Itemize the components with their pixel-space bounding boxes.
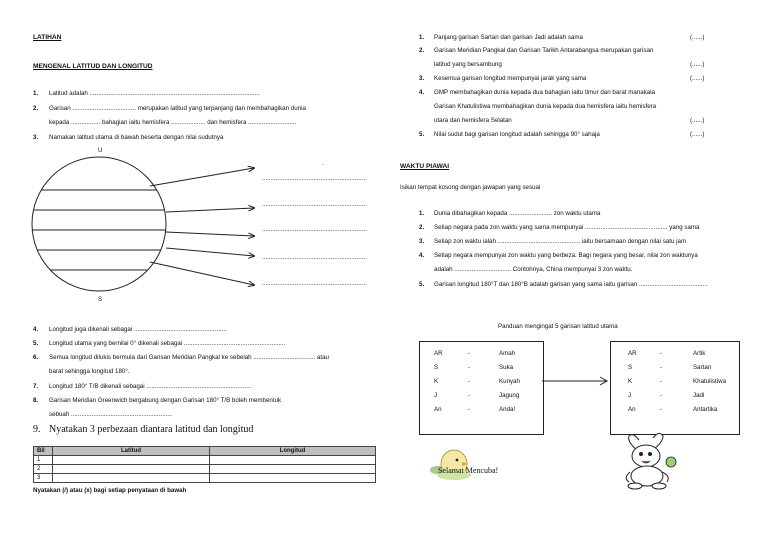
table-row <box>34 465 376 474</box>
question-number: 2. <box>33 105 39 112</box>
mnemonic-initial: AR <box>628 350 637 357</box>
encouragement-text: Selamat Mencuba! <box>438 466 499 475</box>
question-text: Longitud 180° T/B dikenali sebagai ............................................................. <box>49 383 252 390</box>
globe-south-label: S <box>98 296 103 303</box>
mnemonic-arrow <box>540 375 612 387</box>
pointer-arrow <box>166 208 254 212</box>
mnemonic-initial: S <box>434 364 439 371</box>
mnemonic-dash: - <box>468 406 471 413</box>
pointer-arrow <box>150 262 254 285</box>
mnemonic-dash: - <box>660 364 663 371</box>
difference-table <box>33 446 376 483</box>
globe-circle <box>32 157 166 291</box>
statement-text: Nilai sudut bagi garisan longitud adalah sehingga 90° sahaja <box>434 131 600 138</box>
answer-mark-slot[interactable]: (......) <box>690 34 705 41</box>
fill-in-instruction: Isikan tempat kosong dengan jawapan yang sesuai <box>400 184 541 191</box>
mnemonic-row <box>611 392 739 404</box>
pointer-arrow <box>166 248 254 256</box>
mnemonic-box-latitudes <box>610 341 740 435</box>
answer-blank[interactable]: ............................................................. <box>262 226 367 233</box>
mnemonic-word: Amah <box>499 350 516 357</box>
statement-text: Garisan Meridian Pangkal dan Garisan Tarikh Antarabangsa merupakan garisan <box>434 47 654 54</box>
fill-in-number: 4. <box>419 252 425 259</box>
fill-in-number: 5. <box>419 281 425 288</box>
answer-blank[interactable]: ............................................................. <box>262 175 367 182</box>
latitude-name: Khatulistiwa <box>693 378 727 385</box>
answer-blank[interactable]: ............................................................. <box>262 201 367 208</box>
column-header: Latitud <box>53 447 210 456</box>
mnemonic-initial: J <box>628 392 632 399</box>
mnemonic-word: Anda! <box>499 406 516 413</box>
fill-in-text: Garisan longitud 180°T dan 180°B adalah garisan yang sama iaitu garisan ........................................ <box>434 281 708 288</box>
statement-text: latitud yang bersambung <box>434 61 502 68</box>
mnemonic-guide-title: Panduan mengingat 5 garisan latitud utama <box>498 323 618 330</box>
question-text: barat sehingga longitud 180°. <box>49 368 130 375</box>
row-number: 3 <box>34 474 53 483</box>
question-number: 1. <box>33 90 39 97</box>
mnemonic-dash: - <box>468 392 471 399</box>
mnemonic-dash: - <box>468 350 471 357</box>
fill-in-text: Setiap negara mempunyai zon waktu yang berbeza. Bagi negara yang besar, nilai zon waktunya <box>434 252 698 259</box>
latitude-name: Jadi <box>693 392 705 399</box>
latitude-name: Artik <box>693 350 706 357</box>
question-text: Garisan ..................................... merupakan latitud yang terpanjang dan membahagikan dunia <box>49 105 306 112</box>
answer-blank[interactable]: ............................................................. <box>262 280 367 287</box>
pointer-arrow <box>150 168 254 186</box>
mnemonic-dash: - <box>660 406 663 413</box>
statement-number: 2. <box>419 47 425 54</box>
question-text: kepada ................. bahagian iaitu hemisfera .................... dan hemisfera ............................ <box>49 119 297 126</box>
section-title-waktu-piawai: WAKTU PIAWAI <box>400 163 450 170</box>
exercise-title: LATIHAN <box>33 34 62 41</box>
mnemonic-initial: K <box>434 378 439 385</box>
answer-mark-slot[interactable]: (......) <box>690 75 705 82</box>
fill-in-text: adalah ................................. Contohnya, China mempunyai 3 zon waktu. <box>434 266 633 273</box>
answer-mark-slot[interactable]: (......) <box>690 61 705 68</box>
column-header: Bil <box>34 447 53 456</box>
question-number: 9. <box>33 424 41 435</box>
mnemonic-initial: AR <box>434 350 443 357</box>
row-number: 1 <box>34 456 53 465</box>
mnemonic-word: Suka <box>499 364 514 371</box>
question-text: Longitud utama yang bernilai 0° dikenali sebagai ........................................................... <box>49 340 286 347</box>
question-text: Namakan latitud utama di bawah beserta dengan nilai sudutnya <box>49 134 224 141</box>
question-number: 5. <box>33 340 39 347</box>
mnemonic-row <box>420 406 543 418</box>
statement-number: 1. <box>419 34 425 41</box>
mnemonic-initial: S <box>628 364 633 371</box>
statement-text: Panjang garisan Sartan dan garisan Jadi adalah sama <box>434 34 583 41</box>
rabbit-illustration-icon <box>615 432 685 492</box>
statement-text: utara dan hemisfera Selatan <box>434 117 512 124</box>
column-header: Longitud <box>210 447 376 456</box>
question-number: 4. <box>33 326 39 333</box>
question-number: 7. <box>33 383 39 390</box>
stray-dot: . <box>322 160 324 167</box>
mnemonic-box-words <box>419 341 544 435</box>
latitud-cell[interactable] <box>53 465 210 474</box>
statement-text: GMP membahagikan dunia kepada dua bahagian iaitu timur dan barat manakala <box>434 89 656 96</box>
row-number: 2 <box>34 465 53 474</box>
statement-text: Garisan Khatulistiwa membahagikan dunia kepada dua hemisfera iaitu hemisfera <box>434 103 657 110</box>
latitude-name: Antartika <box>693 406 718 413</box>
mnemonic-row <box>420 350 543 362</box>
question-number: 6. <box>33 354 39 361</box>
mnemonic-initial: An <box>628 406 636 413</box>
question-text: Latitud adalah ................................................................................................... <box>49 90 260 97</box>
fill-in-text: Dunia dibahagikan kepada ......................... zon waktu utama <box>434 210 601 217</box>
mnemonic-initial: J <box>434 392 438 399</box>
table-row <box>34 456 376 465</box>
mnemonic-dash: - <box>468 364 471 371</box>
fill-in-text: Setiap zon waktu ialah ................................................ iaitu bersamaan dengan nilai satu jam <box>434 238 687 245</box>
question-text: Garisan Meridian Greenwich bergabung dengan Garisan 180° T/B boleh membentuk <box>49 397 282 404</box>
mnemonic-word: Kunyah <box>499 378 520 385</box>
longitud-cell[interactable] <box>210 456 376 465</box>
latitud-cell[interactable] <box>53 474 210 483</box>
answer-mark-slot[interactable]: (......) <box>690 117 705 124</box>
mnemonic-dash: - <box>468 378 471 385</box>
chick-sticker-icon <box>420 445 520 485</box>
mnemonic-row <box>420 364 543 376</box>
mnemonic-row <box>420 392 543 404</box>
table-row <box>34 474 376 483</box>
statement-number: 4. <box>419 89 425 96</box>
globe-north-label: U <box>98 147 103 154</box>
answer-blank[interactable]: ............................................................. <box>262 254 367 261</box>
mnemonic-row <box>611 350 739 362</box>
mnemonic-row <box>611 364 739 376</box>
mnemonic-dash: - <box>660 378 663 385</box>
statement-number: 5. <box>419 131 425 138</box>
question-text: Semua longitud dilukis bermula dari Garisan Meridian Pangkal ke sebelah .................................... atau <box>49 354 329 361</box>
latitude-name: Sartan <box>693 364 712 371</box>
longitud-cell[interactable] <box>210 465 376 474</box>
section-title-latlong: MENGENAL LATITUD DAN LONGITUD <box>33 63 153 70</box>
statement-text: Kesemua garisan longitud mempunyai jarak yang sama <box>434 75 587 82</box>
table-header-row <box>34 447 376 456</box>
longitud-cell[interactable] <box>210 474 376 483</box>
mnemonic-initial: K <box>628 378 633 385</box>
mnemonic-dash: - <box>660 350 663 357</box>
statement-number: 3. <box>419 75 425 82</box>
question-text: Nyatakan 3 perbezaan diantara latitud dan longitud <box>49 424 254 435</box>
pointer-arrow <box>166 232 254 236</box>
fill-in-number: 3. <box>419 238 425 245</box>
mnemonic-word: Jagung <box>499 392 520 399</box>
latitud-cell[interactable] <box>53 456 210 465</box>
mnemonic-row <box>611 406 739 418</box>
true-false-instruction: Nyatakan (/) atau (x) bagi setiap penyataan di bawah <box>33 487 187 494</box>
fill-in-text: Setiap negara pada zon waktu yang sama mempunyai ................................................ yang sama <box>434 224 700 231</box>
mnemonic-row <box>420 378 543 390</box>
mnemonic-initial: An <box>434 406 442 413</box>
question-text: Longitud juga dikenali sebagai ...................................................... <box>49 326 227 333</box>
question-text: sebuah ........................................................... <box>49 411 173 418</box>
question-number: 3. <box>33 134 39 141</box>
question-number: 8. <box>33 397 39 404</box>
answer-mark-slot[interactable]: (......) <box>690 131 705 138</box>
fill-in-number: 2. <box>419 224 425 231</box>
fill-in-number: 1. <box>419 210 425 217</box>
mnemonic-row <box>611 378 739 390</box>
mnemonic-dash: - <box>660 392 663 399</box>
